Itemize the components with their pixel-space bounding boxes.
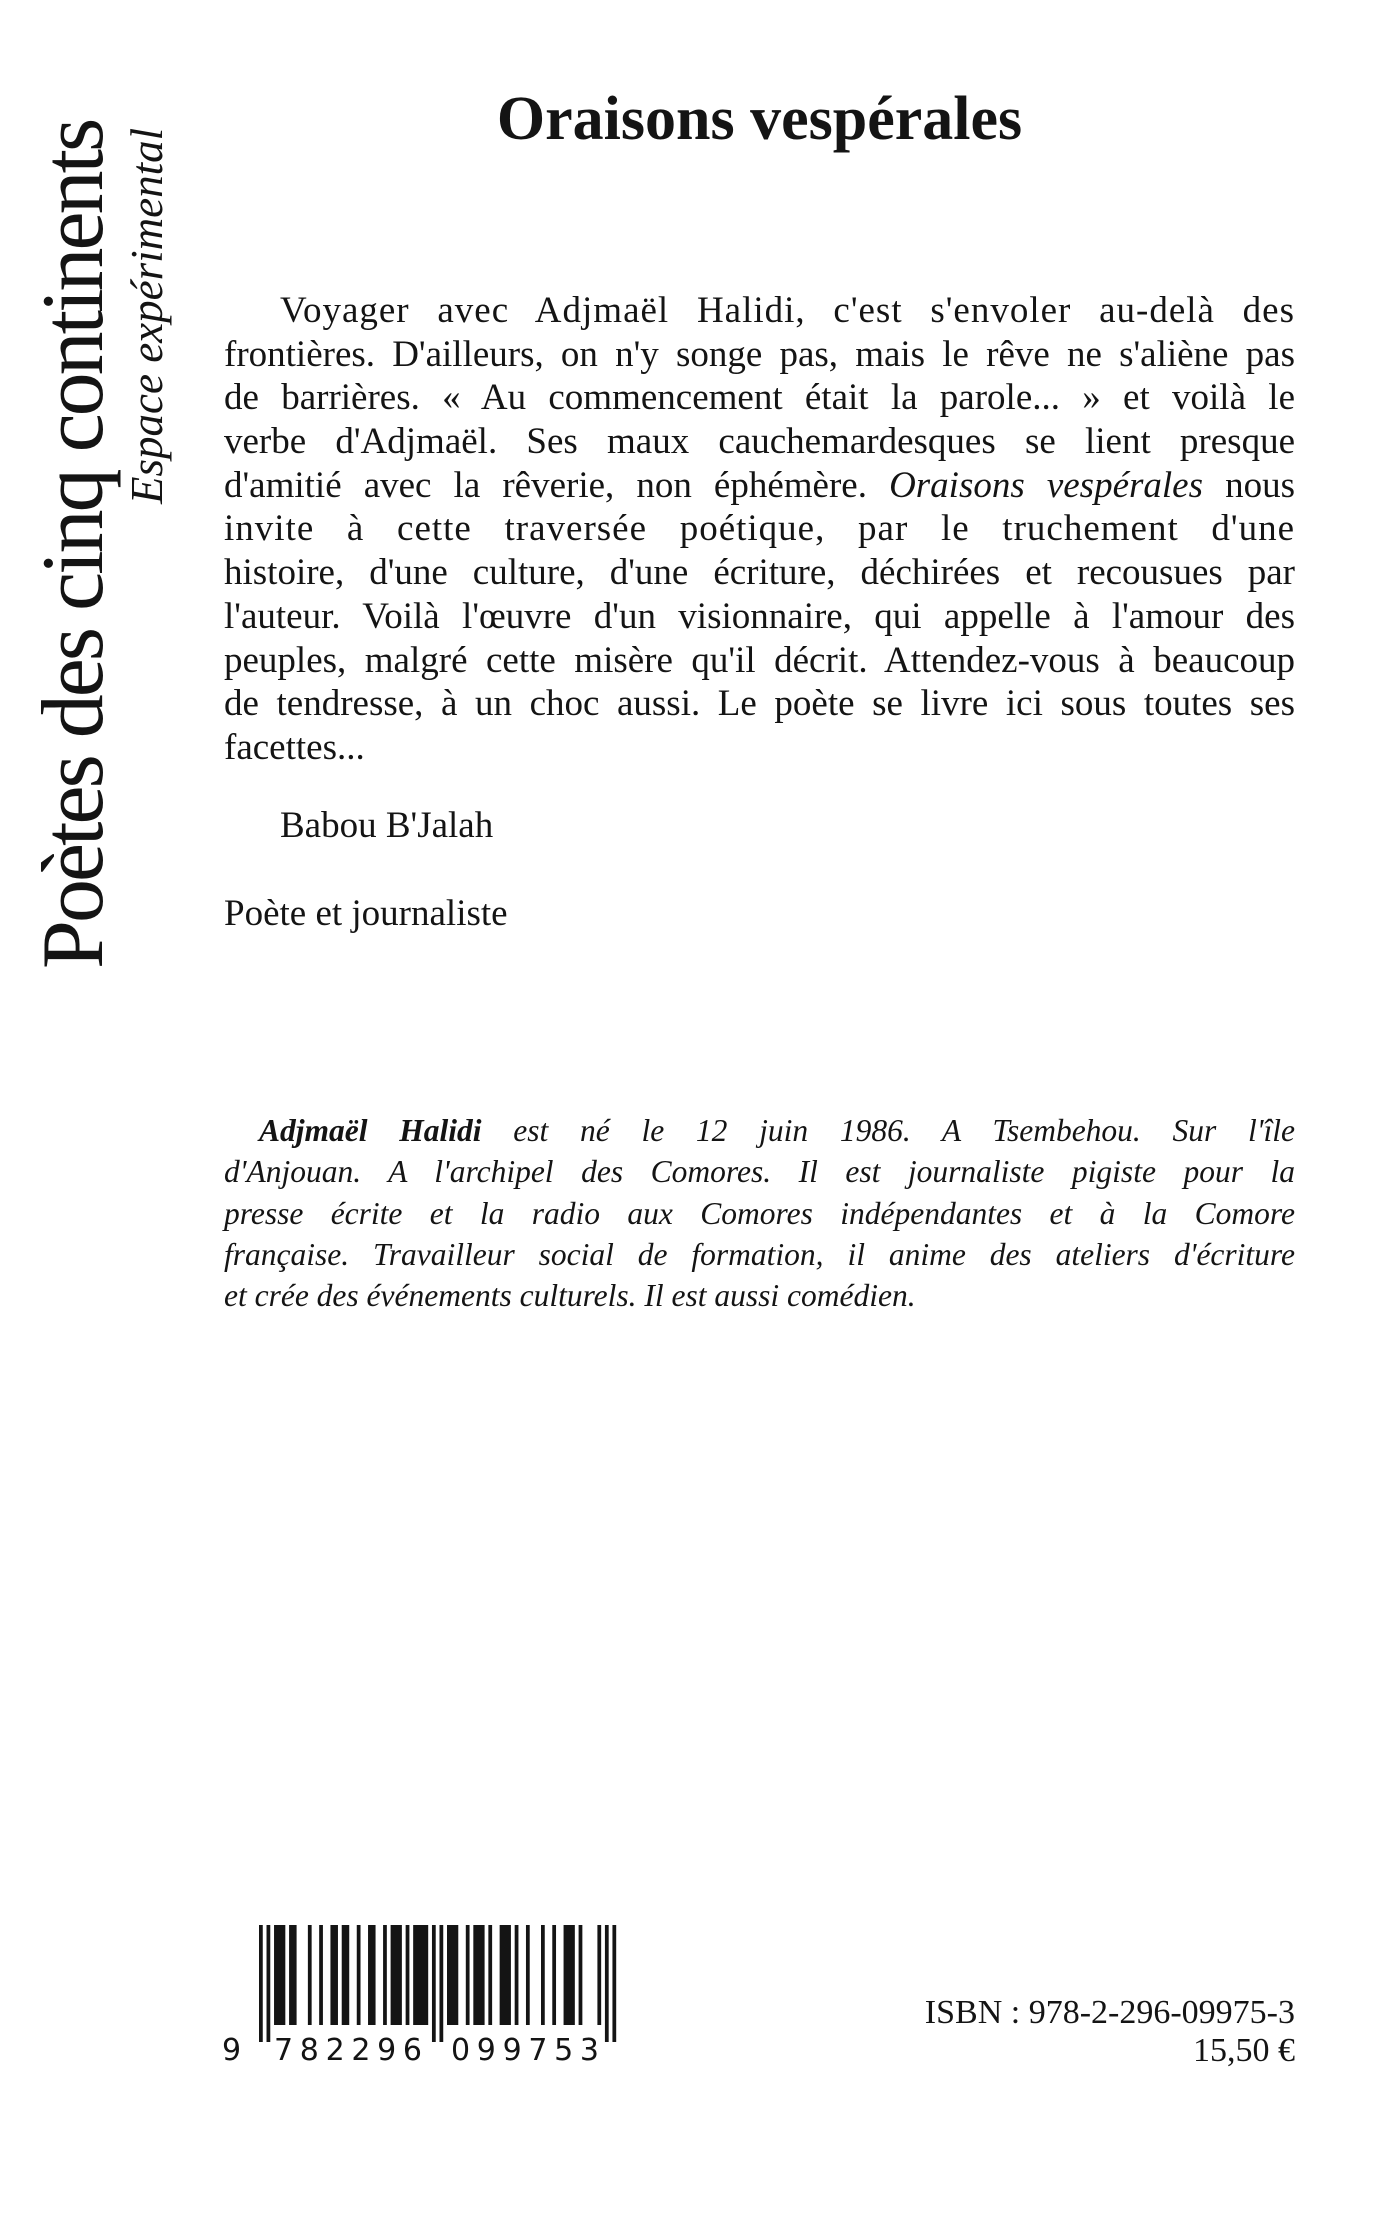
barcode-bar	[383, 1925, 387, 2025]
barcode-bar	[500, 1925, 511, 2025]
blurb-line: histoire, d'une culture, d'une écriture, déchirées et recousues par	[224, 552, 1295, 594]
blurb-line: l'auteur. Voilà l'œuvre d'un visionnaire, qui appelle à l'amour des	[224, 595, 1295, 637]
author-bio	[224, 1110, 1295, 1316]
spine-series-title: Poètes des cinq continents	[25, 120, 122, 969]
blurb-author-name: Babou B'Jalah	[280, 805, 494, 846]
isbn-price-block	[925, 1994, 1295, 2070]
author-bio-line	[224, 1110, 1295, 1151]
barcode-first-digit: 9	[222, 2033, 242, 2068]
barcode-bar	[552, 1925, 556, 2025]
barcode-bar	[466, 1925, 470, 2025]
barcode-guard-bar	[605, 1925, 609, 2042]
barcode-bar	[391, 1925, 402, 2025]
blurb-line	[224, 464, 1295, 508]
blurb-line: peuples, malgré cette misère qu'il décrit. Attendez-vous à beaucoup	[224, 639, 1295, 681]
author-bio-line: et crée des événements culturels. Il est aussi comédien.	[224, 1278, 916, 1314]
spine-collection-label: Espace expérimental	[122, 127, 172, 504]
barcode-bar	[473, 1925, 484, 2025]
barcode-bar	[579, 1925, 583, 2025]
blurb-line: invite à cette traversée poétique, par le truchement d'une	[224, 508, 1295, 550]
barcode-bar	[357, 1925, 361, 2025]
blurb-line: de barrières. « Au commencement était la parole... » et voilà le	[224, 377, 1295, 419]
author-bio-line: d'Anjouan. A l'archipel des Comores. Il est journaliste pigiste pour la	[224, 1154, 1295, 1190]
barcode-bars	[259, 1925, 616, 2042]
barcode-bar	[308, 1925, 312, 2025]
blurb-line: Voyager avec Adjmaël Halidi, c'est s'envoler au-delà des	[280, 290, 1295, 331]
barcode	[210, 1920, 620, 2070]
author-name: Adjmaël Halidi	[259, 1113, 482, 1148]
barcode-right-digits: 099753	[451, 2033, 599, 2068]
blurb-line: frontières. D'ailleurs, on n'y songe pas, mais le rêve ne s'aliène pas	[224, 333, 1295, 375]
blurb-line-text: d'amitié avec la rêverie, non éphémère.	[224, 464, 867, 506]
barcode-bar	[368, 1925, 376, 2025]
barcode-bar	[413, 1925, 428, 2025]
barcode-guard-bar	[267, 1925, 271, 2042]
barcode-bar	[274, 1925, 285, 2025]
author-bio-line: presse écrite et la radio aux Comores indépendantes et à la Comore	[224, 1195, 1295, 1231]
barcode-bar	[406, 1925, 410, 2025]
barcode-bar	[319, 1925, 323, 2025]
barcode-bar	[515, 1925, 519, 2025]
barcode-guard-bar	[259, 1925, 263, 2042]
barcode-bar	[447, 1925, 458, 2025]
barcode-bar	[564, 1925, 575, 2025]
blurb-paragraph	[224, 289, 1295, 770]
barcode-guard-bar	[612, 1925, 616, 2042]
isbn-label: ISBN : 978-2-296-09975-3	[924, 1994, 1295, 2031]
barcode-bar	[526, 1925, 530, 2025]
barcode-guard-bar	[432, 1925, 436, 2042]
barcode-left-digits: 782296	[274, 2033, 422, 2068]
barcode-guard-bar	[439, 1925, 443, 2042]
book-title: Oraisons vespérales	[496, 85, 1023, 153]
barcode-bar	[330, 1925, 338, 2025]
barcode-bar	[488, 1925, 492, 2025]
blurb-line-text: nous	[1225, 464, 1295, 506]
blurb-author-role: Poète et journaliste	[224, 893, 508, 934]
barcode-bar	[541, 1925, 545, 2025]
author-bio-line: française. Travailleur social de formation, il anime des ateliers d'écriture	[224, 1236, 1295, 1272]
barcode-bar	[289, 1925, 297, 2025]
blurb-line: facettes...	[224, 726, 365, 768]
blurb-book-title: Oraisons vespérales	[889, 464, 1204, 506]
blurb-line: de tendresse, à un choc aussi. Le poète se livre ici sous toutes ses	[224, 683, 1295, 725]
author-bio-text: est né le 12 juin 1986. A Tsembehou. Sur l'île	[513, 1113, 1296, 1148]
price-label: 15,50 €	[1193, 2032, 1295, 2069]
barcode-bar	[597, 1925, 601, 2025]
blurb-line: verbe d'Adjmaël. Ses maux cauchemardesques se lient presque	[224, 421, 1295, 463]
barcode-bar	[342, 1925, 350, 2025]
